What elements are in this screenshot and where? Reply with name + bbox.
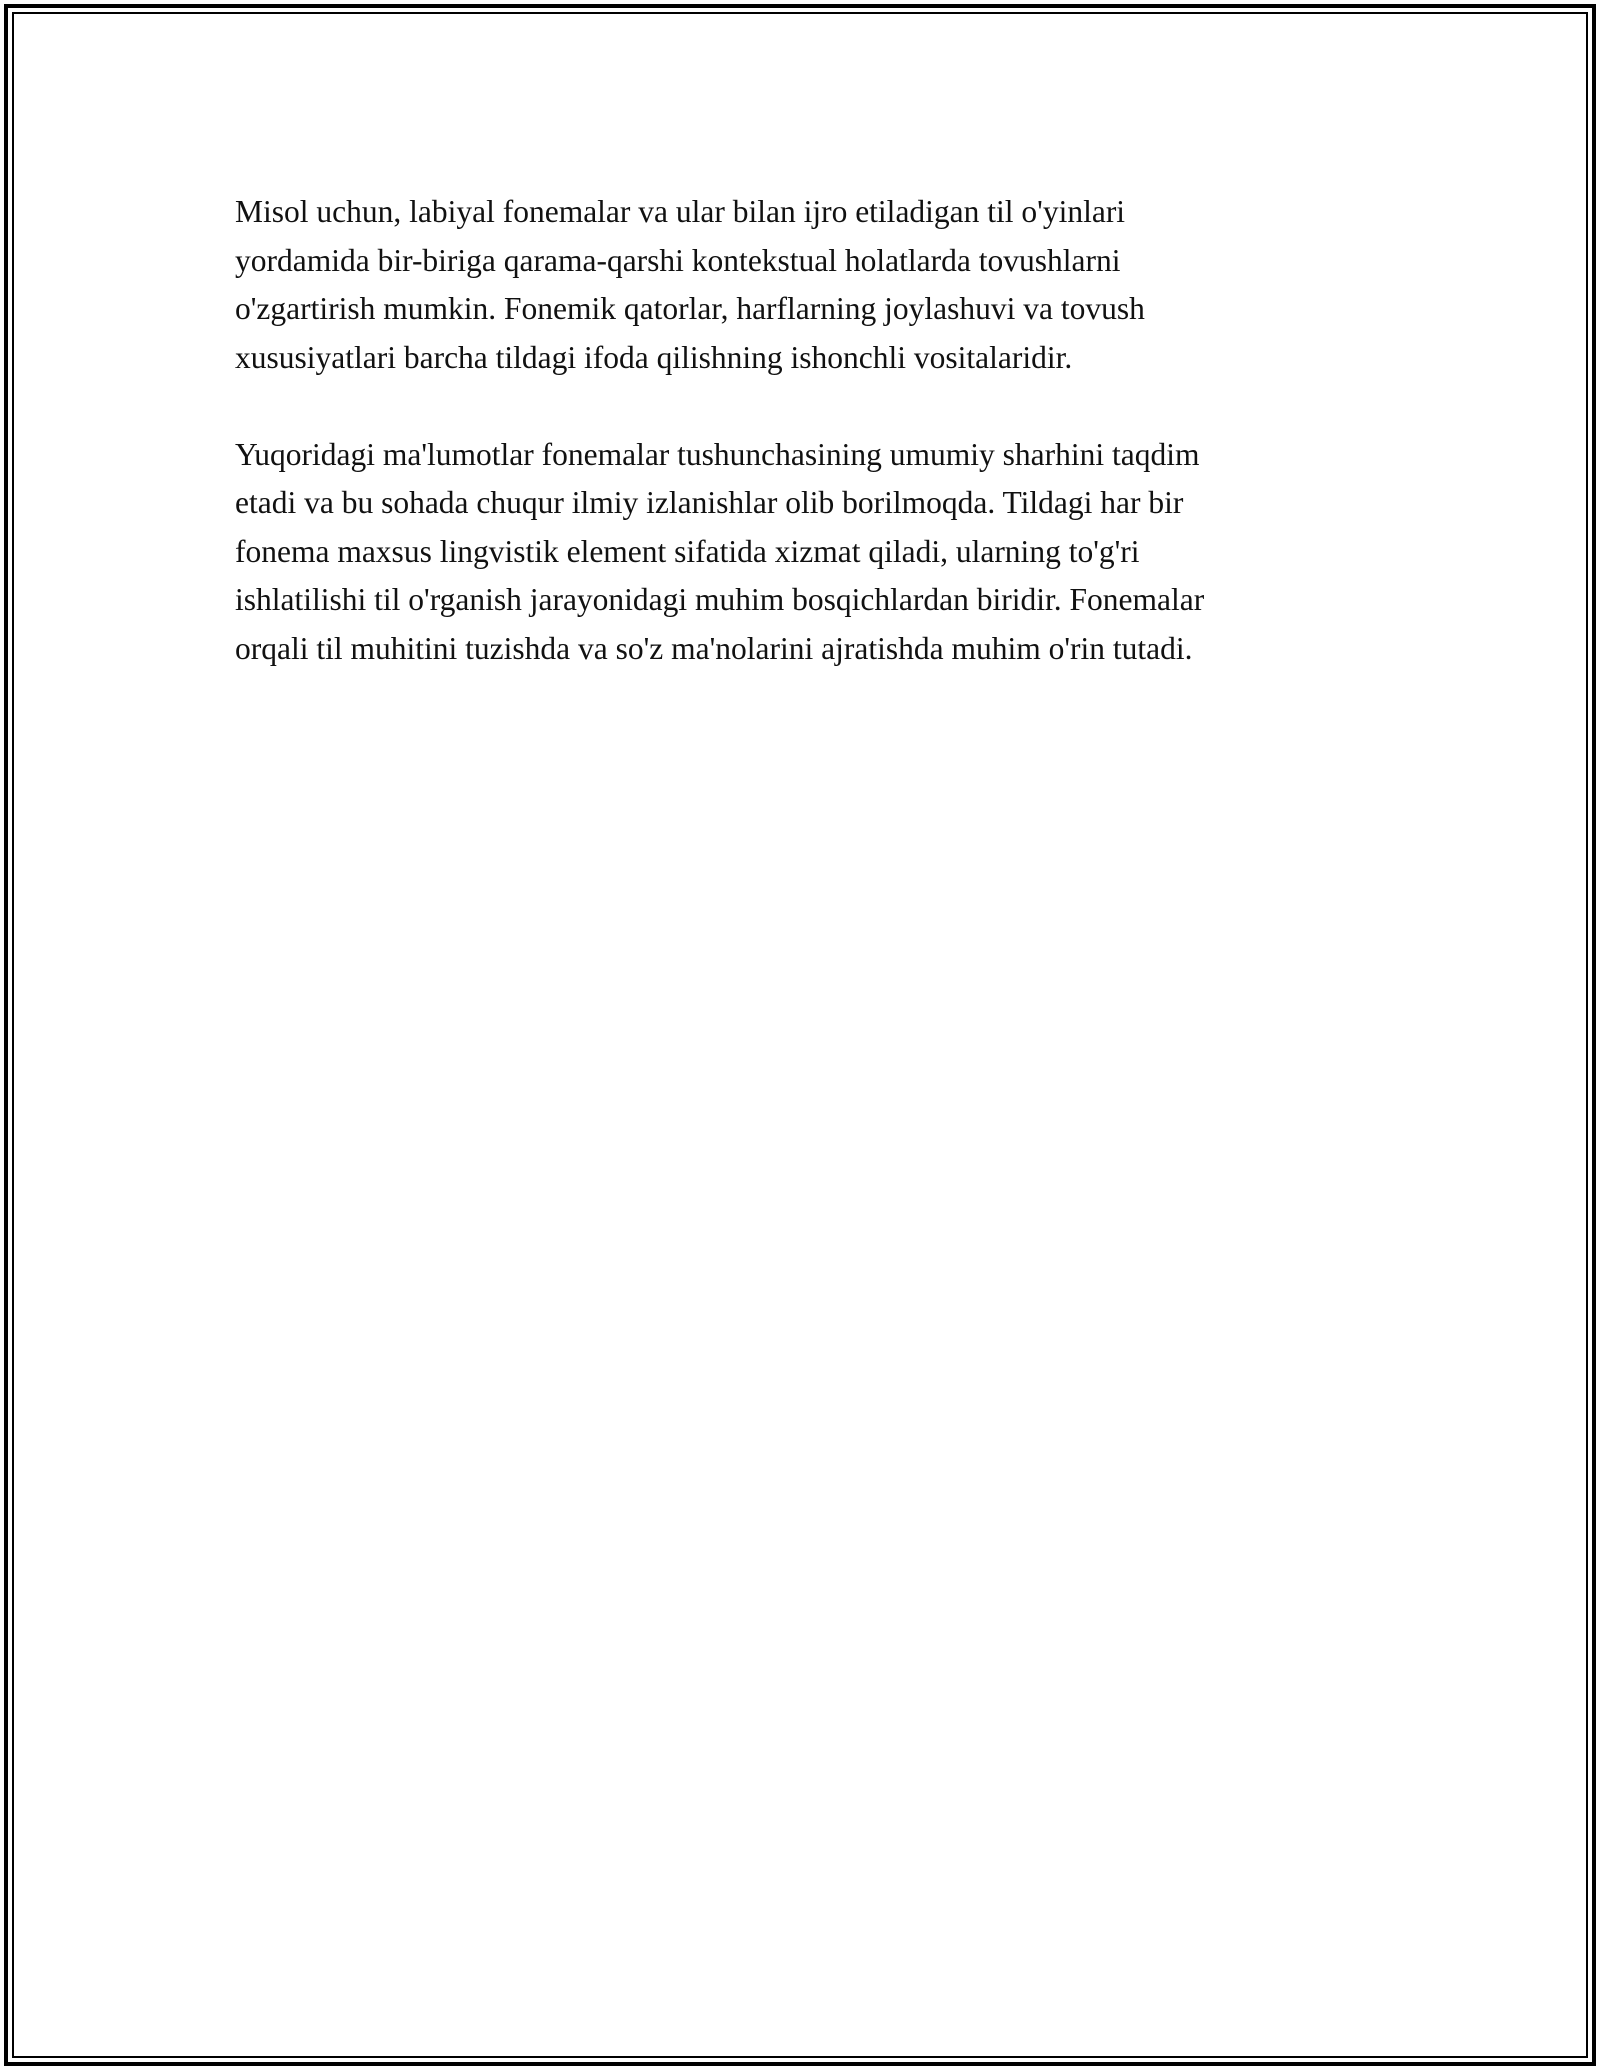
paragraph-2: Yuqoridagi ma'lumotlar fonemalar tushunchasining umumiy sharhini taqdim etadi va bu sohada chuqur ilmiy izlanishlar olib borilmoqda. Tildagi har bir fonema maxsus lingvistik element sifatida xizmat qiladi, ularning to'g'ri ishlatilishi til o'rganish jarayonidagi muhim bosqichlardan biridir. Fonemalar orqali til muhitini tuzishda va so'z ma'nolarini ajratishda muhim o'rin tutadi. bbox=[235, 436, 1205, 666]
document-body bbox=[235, 188, 1395, 673]
paragraph-1: Misol uchun, labiyal fonemalar va ular bilan ijro etiladigan til o'yinlari yordamida bir-biriga qarama-qarshi kontekstual holatlarda tovushlarni o'zgartirish mumkin. Fonemik qatorlar, harflarning joylashuvi va tovush xususiyatlari barcha tildagi ifoda qilishning ishonchli vositalaridir. bbox=[235, 194, 1145, 375]
